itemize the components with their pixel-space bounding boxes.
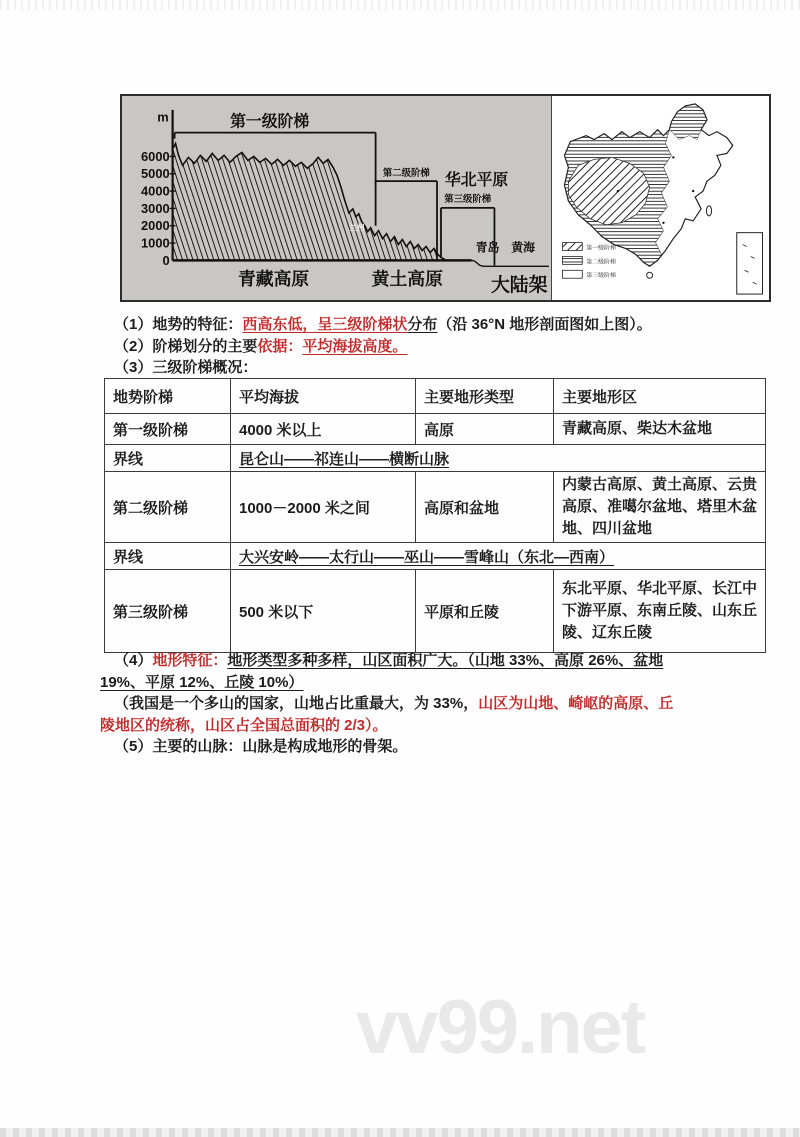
notes-upper: [100, 314, 720, 379]
ytick-6000: 6000: [141, 148, 170, 164]
text-segment: 山区为山地、崎岖的高原、丘: [478, 695, 674, 713]
boundary-value-cell: [231, 543, 766, 570]
text-line: [100, 672, 720, 694]
table-header-row: [105, 379, 766, 414]
table-header-cell: 地势阶梯: [105, 379, 231, 414]
table-cell: 高原和盆地: [416, 472, 554, 543]
table-cell: 4000 米以上: [231, 414, 416, 445]
text-segment: 分布: [407, 316, 438, 333]
text-segment: （我国是一个多山的国家，山地占比重最大，为 33%，: [114, 695, 479, 713]
map-legend: [563, 243, 617, 280]
text-line: [100, 715, 720, 737]
page-bottom-edge-texture: [0, 1128, 800, 1137]
tier-table-holder: [104, 378, 766, 653]
qingdao-label: 青岛: [475, 240, 500, 255]
page-top-edge-texture: [0, 0, 800, 10]
table-cell: 第一级阶梯: [105, 414, 231, 445]
boundary-label-cell: 界线: [105, 543, 231, 570]
yellow-sea-label: 黄海: [511, 240, 536, 255]
legend-swatch-tier3: [563, 270, 583, 278]
legend-label-tier1: 第一级阶梯: [586, 245, 617, 252]
taiwan-island: [707, 206, 712, 216]
lanzhou-label: 兰州: [348, 223, 365, 233]
text-segment: 陵地区的统称，山区占全国总面积的 2/3）。: [100, 716, 388, 734]
table-row: [105, 543, 766, 570]
text-segment: （5）主要的山脉：山脉是构成地形的骨架。: [114, 738, 408, 756]
text-segment: 地形特征：: [152, 652, 228, 669]
table-cell: 高原: [416, 414, 554, 445]
table-row: [105, 445, 766, 472]
watermark: vv99.net: [356, 985, 645, 1070]
tier1-label: 第一级阶梯: [230, 113, 310, 131]
text-line: [100, 693, 720, 715]
notes-lower: [100, 650, 720, 758]
ytick-2000: 2000: [141, 218, 170, 234]
ytick-1000: 1000: [141, 235, 170, 251]
north-china-plain-label: 华北平原: [444, 172, 509, 190]
text-line: [100, 314, 720, 336]
text-line: [100, 650, 720, 672]
ytick-5000: 5000: [141, 166, 170, 182]
china-tier-map: [551, 96, 769, 300]
table-row: [105, 472, 766, 543]
table-header-cell: 平均海拔: [231, 379, 416, 414]
qinghai-tibet-plateau-label: 青藏高原: [237, 269, 310, 290]
text-line: [100, 357, 720, 379]
legend-swatch-tier1: [563, 243, 583, 251]
tier-table: [104, 378, 766, 653]
boundary-value: 昆仑山——祁连山——横断山脉: [239, 450, 450, 468]
boundary-value-cell: [231, 445, 766, 472]
loess-plateau-label: 黄土高原: [371, 269, 443, 290]
text-segment: 19%、平原 12%、丘陵 10%）: [100, 673, 304, 691]
text-segment: （沿 36°N 地形剖面图如上图）。: [437, 316, 652, 333]
table-cell: 东北平原、华北平原、长江中下游平原、东南丘陵、山东丘陵、辽东丘陵: [554, 570, 766, 653]
ytick-4000: 4000: [141, 183, 170, 199]
text-segment: （3）三级阶梯概况：: [114, 359, 258, 377]
table-cell: 内蒙古高原、黄土高原、云贵高原、准噶尔盆地、塔里木盆地、四川盆地: [554, 472, 766, 543]
unit-label: m: [157, 109, 169, 125]
continental-shelf-label: 大陆架: [491, 274, 548, 296]
legend-label-tier2: 第二级阶梯: [586, 259, 617, 266]
south-china-sea-inset: [737, 233, 763, 294]
text-segment: （2）阶梯划分的主要: [114, 337, 258, 355]
table-cell: 500 米以下: [231, 570, 416, 653]
tier2-label: 第二级阶梯: [382, 167, 430, 179]
table-header-cell: 主要地形类型: [416, 379, 554, 414]
boundary-label-cell: 界线: [105, 445, 231, 472]
table-row: [105, 570, 766, 653]
tier3-label: 第三级阶梯: [444, 192, 492, 204]
text-segment: （4）: [114, 652, 153, 669]
ytick-0: 0: [162, 252, 170, 268]
text-line: [100, 336, 720, 358]
legend-swatch-tier2: [563, 256, 583, 264]
text-segment: 依据：: [257, 337, 303, 355]
hainan-island: [647, 272, 653, 278]
text-segment: 地形类型多种多样，山区面积广大。（山地 33%、高原 26%、盆地: [227, 652, 664, 669]
table-cell: 1000－2000 米之间: [231, 472, 416, 543]
china-map-svg: [552, 96, 768, 300]
continental-shelf-line: [472, 260, 549, 266]
table-cell: 平原和丘陵: [416, 570, 554, 653]
text-segment: 西高东低，呈三级阶梯状: [242, 316, 408, 333]
table-cell: 第三级阶梯: [105, 570, 231, 653]
table-cell: 青藏高原、柴达木盆地: [554, 414, 766, 445]
text-line: [100, 736, 720, 758]
elevation-profile-chart: [122, 96, 551, 300]
boundary-value: 大兴安岭——太行山——巫山——雪峰山（东北—西南）: [239, 548, 615, 566]
table-cell: 第二级阶梯: [105, 472, 231, 543]
text-segment: 平均海拔高度。: [302, 337, 408, 355]
ytick-3000: 3000: [141, 200, 170, 216]
legend-label-tier3: 第三级阶梯: [586, 273, 617, 280]
terrain-figure: [120, 94, 771, 302]
table-row: [105, 414, 766, 445]
table-header-cell: 主要地形区: [554, 379, 766, 414]
text-segment: （1）地势的特征：: [114, 316, 243, 333]
elevation-profile-svg: [122, 96, 550, 300]
